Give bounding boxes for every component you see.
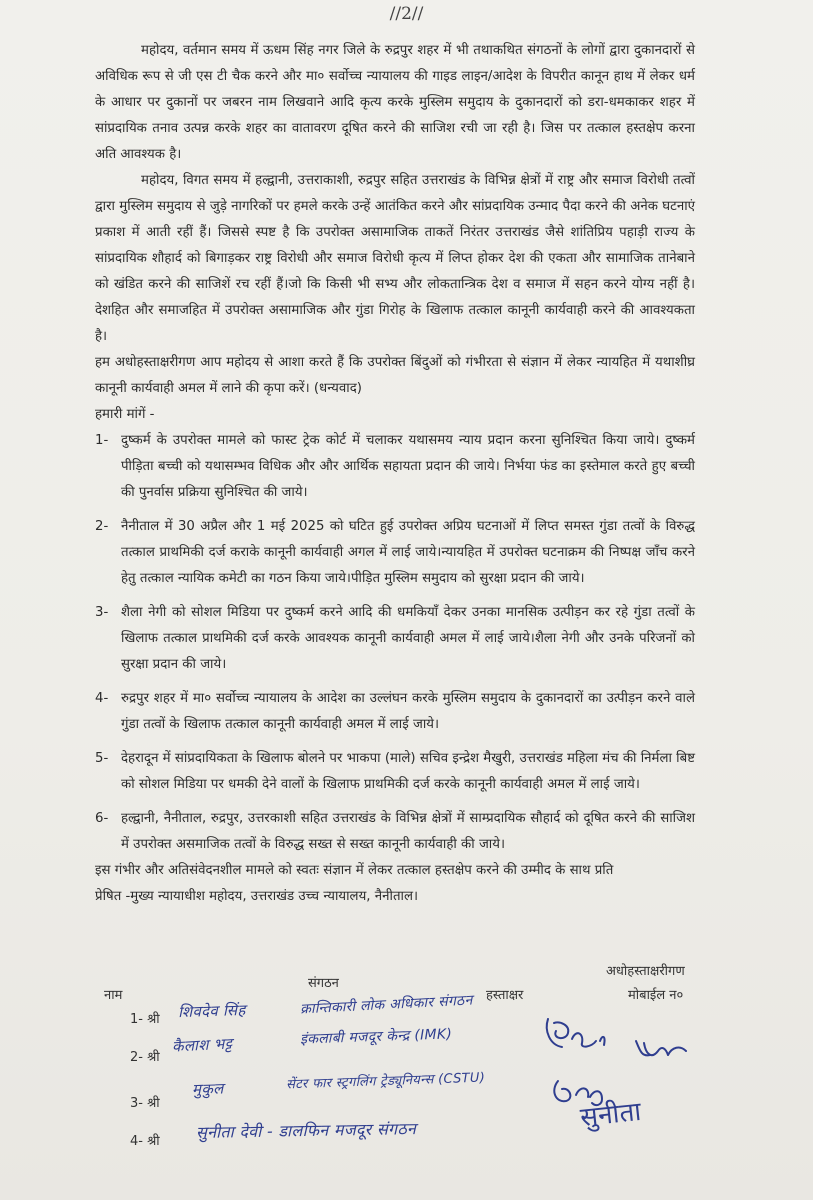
demands-list — [95, 428, 695, 858]
list-number: 4- — [95, 691, 109, 706]
handwritten-name: शिवदेव सिंह — [177, 1000, 246, 1022]
row-number: 4- श्री — [130, 1134, 160, 1149]
demands-heading: हमारी मांगें - — [95, 407, 155, 422]
row-number: 1- श्री — [130, 1012, 160, 1027]
handwritten-org: सेंटर फार स्ट्रगलिंग ट्रेड्यूनियन्स (CSTU) — [285, 1070, 486, 1093]
signatories-table — [0, 955, 813, 1195]
list-item — [95, 806, 695, 858]
list-text: दुष्कर्म के उपरोक्त मामले को फास्ट ट्रेक कोर्ट में चलाकर यथासमय न्याय प्रदान करना सुनिश्चित किया जाये। दुष्कर्म पीड़िता बच्ची को यथासम्भव विधिक और और आर्थिक सहायता प्रदान की जाये। निर्भया फंड का इस्तेमाल करते हुए बच्ची की पुनर्वास प्रक्रिया सुनिश्चित की जाये। — [121, 433, 695, 500]
list-item — [95, 514, 695, 592]
paragraph-2: महोदय, विगत समय में हल्द्वानी, उत्तराकाशी, रुद्रपुर सहित उत्तराखंड के विभिन्न क्षेत्रों में राष्ट्र और समाज विरोधी तत्वों द्वारा मुस्लिम समुदाय से जुड़े नागरिकों पर हमले करके उन्हें आतंकित करने और सांप्रदायिक उन्माद पैदा करने की अनेक घटनाएं प्रकाश में आती रहीं हैं। जिससे स्पष्ट है कि उपरोक्त असामाजिक ताकतें निरंतर उत्तराखंड जैसे शांतिप्रिय पहाड़ी राज्य के सांप्रदायिक शौहार्द को बिगाड़कर राष्ट्र विरोधी और समाज विरोधी कृत्य में लिप्त होकर देश की एकता और सामाजिक तानेबाने को खंडित करने की साजिशें रच रहीं हैं।जो कि किसी भी सभ्य और लोकतान्त्रिक देश व समाज में सहन करने योग्य नहीं है।देशहित और समाजहित में उपरोक्त असामाजिक और गुंडा गिरोह के खिलाफ तत्काल कानूनी कार्यवाही करने की आवश्यकता है। — [95, 173, 695, 344]
handwritten-signature: सुनीता — [578, 1096, 643, 1134]
list-item — [95, 428, 695, 506]
list-text: हल्द्वानी, नैनीताल, रुद्रपुर, उत्तरकाशी सहित उत्तराखंड के विभिन्न क्षेत्रों में साम्प्रदायिक सौहार्द को दूषित करने की साजिश में उपरोक्त असमाजिक तत्वों के विरुद्ध सख्त से सख्त कानूनी कार्यवाही की जाये। — [121, 811, 695, 852]
handwritten-name: मुकुल — [191, 1079, 224, 1099]
closing-line: इस गंभीर और अतिसंवेदनशील मामले को स्वतः संज्ञान में लेकर तत्काल हस्तक्षेप करने की उम्मीद के साथ प्रति — [95, 863, 614, 878]
list-number: 1- — [95, 433, 109, 448]
list-item — [95, 686, 695, 738]
row-number: 3- श्री — [130, 1096, 160, 1111]
list-text: देहरादून में सांप्रदायिकता के खिलाफ बोलने पर भाकपा (माले) सचिव इन्द्रेश मैखुरी, उत्तराखंड महिला मंच की निर्मला बिष्ट को सोशल मिडिया पर धमकी देने वालों के खिलाफ प्राथमिकी दर्ज करके कानूनी कार्यवाही अमल में लाई जाये। — [121, 751, 695, 792]
letter-body — [95, 38, 695, 910]
list-item — [95, 746, 695, 798]
list-number: 3- — [95, 605, 109, 620]
signatories-label: अधोहस्ताक्षरीगण — [606, 964, 685, 979]
list-text: नैनीताल में 30 अप्रैल और 1 मई 2025 को घटित हुई उपरोक्त अप्रिय घटनाओं में लिप्त समस्त गुंडा तत्वों के विरुद्ध तत्काल प्राथमिकी दर्ज कराके कानूनी कार्यवाही अगल में लाई जाये।न्यायहित में उपरोक्त घटनाक्रम की निष्पक्ष जाँच करने हेतु तत्काल न्यायिक कमेटी का गठन किया जाये।पीड़ित मुस्लिम समुदाय को सुरक्षा प्रदान की जाये। — [121, 519, 695, 586]
column-header-org: संगठन — [308, 976, 339, 991]
page-number: //2// — [389, 4, 424, 24]
handwritten-name: सुनीता देवी - डालफिन मजदूर संगठन — [195, 1119, 417, 1142]
row-number: 2- श्री — [130, 1050, 160, 1065]
handwritten-org: इंकलाबी मजदूर केन्द्र (IMK) — [299, 1026, 453, 1048]
list-number: 2- — [95, 519, 109, 534]
handwritten-org: क्रान्तिकारी लोक अधिकार संगठन — [299, 992, 473, 1018]
column-header-mobile: मोबाईल न० — [628, 988, 684, 1003]
list-number: 5- — [95, 751, 109, 766]
handwritten-name: कैलाश भट्ट — [171, 1034, 233, 1056]
column-header-name: नाम — [104, 988, 123, 1003]
list-number: 6- — [95, 811, 109, 826]
column-header-signature: हस्ताक्षर — [486, 988, 524, 1003]
cc-line: प्रेषित -मुख्य न्यायाधीश महोदय, उत्तराखंड उच्च न्यायालय, नैनीताल। — [95, 889, 419, 904]
paragraph-1: महोदय, वर्तमान समय में ऊधम सिंह नगर जिले के रुद्रपुर शहर में भी तथाकथित संगठनों के लोगों द्वारा दुकानदारों से अविधिक रूप से जी एस टी चैक करने और मा० सर्वोच्च न्यायालय की गाइड लाइन/आदेश के विपरीत कानून हाथ में लेकर धर्म के आधार पर दुकानों पर जबरन नाम लिखवाने आदि कृत्य करके मुस्लिम समुदाय के दुकानदारों को डरा-धमकाकर शहर में सांप्रदायिक तनाव उत्पन्न करके शहर का वातावरण दूषित करने की साजिश रची जा रही है। जिस पर तत्काल हस्तक्षेप करना अति आवश्यक है। — [95, 43, 695, 162]
list-item — [95, 600, 695, 678]
paragraph-3: हम अधोहस्ताक्षरीगण आप महोदय से आशा करते हैं कि उपरोक्त बिंदुओं को गंभीरता से संज्ञान में लेकर न्यायहित में यथाशीघ्र कानूनी कार्यवाही अमल में लाने की कृपा करें। (धन्यवाद) — [95, 355, 695, 396]
list-text: शैला नेगी को सोशल मिडिया पर दुष्कर्म करने आदि की धमकियाँ देकर उनका मानसिक उत्पीड़न कर रहे गुंडा तत्वों के खिलाफ तत्काल प्राथमिकी दर्ज करके आवश्यक कानूनी कार्यवाही अमल में लाई जाये।शैला नेगी और उनके परिजनों को सुरक्षा प्रदान की जाये। — [121, 605, 695, 672]
list-text: रुद्रपुर शहर में मा० सर्वोच्च न्यायालय के आदेश का उल्लंघन करके मुस्लिम समुदाय के दुकानदारों का उत्पीड़न करने वाले गुंडा तत्वों के खिलाफ तत्काल कानूनी कार्यवाही अमल में लाई जाये। — [121, 691, 695, 732]
